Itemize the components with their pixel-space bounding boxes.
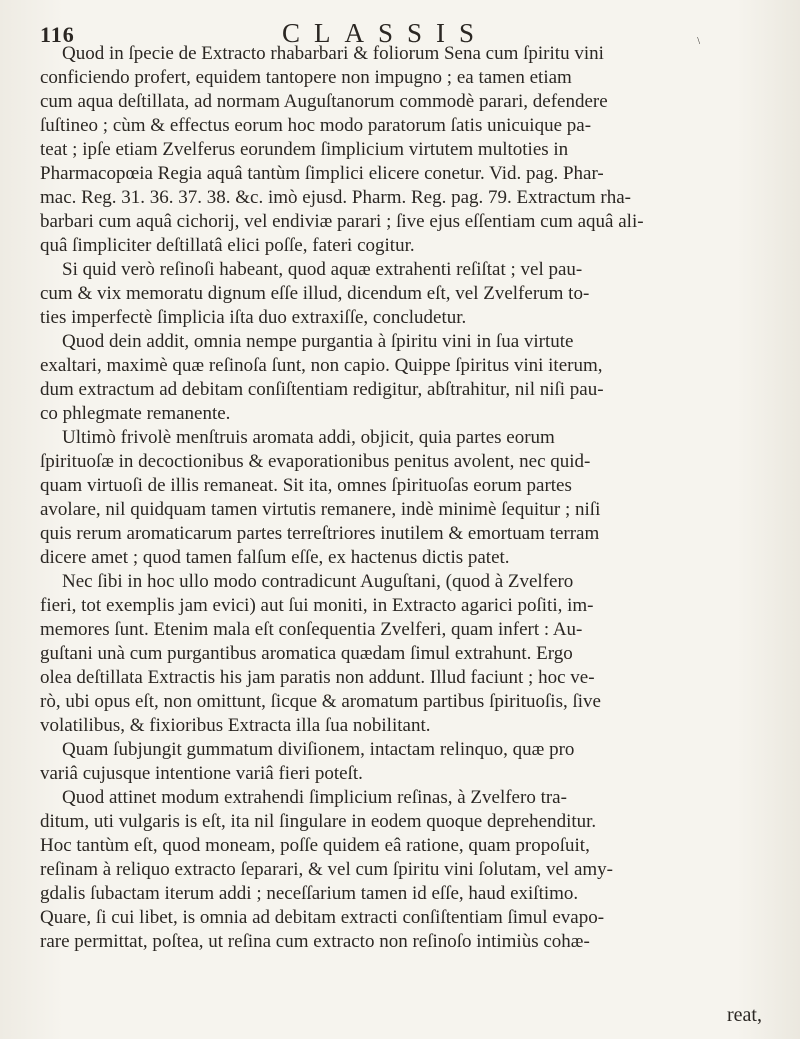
text-line: variâ cujusque intentione variâ fieri poteſt. xyxy=(40,763,363,784)
text-line: conficiendo profert, equidem tantopere non impugno ; ea tamen etiam xyxy=(40,67,572,88)
text-line: barbari cum aquâ cichorij, vel endiviæ parari ; ſive ejus eſſentiam cum aquâ ali- xyxy=(40,211,644,232)
page-number: 116 xyxy=(40,22,75,47)
text-line: cum aqua deſtillata, ad normam Auguſtanorum commodè parari, defendere xyxy=(40,91,608,112)
text-line: teat ; ipſe etiam Zvelferus eorundem ſimplicium virtutem multoties in xyxy=(40,139,569,160)
text-line: Quod in ſpecie de Extracto rhabarbari & foliorum Sena cum ſpiritu vini xyxy=(62,43,604,64)
text-line: guſtani unà cum purgantibus aromatica quædam ſimul extrahunt. Ergo xyxy=(40,643,573,664)
text-line: mac. Reg. 31. 36. 37. 38. &c. imò ejusd. Pharm. Reg. pag. 79. Extractum rha- xyxy=(40,187,631,208)
text-line: avolare, nil quidquam tamen virtutis remanere, indè minimè ſequitur ; niſi xyxy=(40,499,601,520)
text-line: cum & vix memoratu dignum eſſe illud, dicendum eſt, vel Zvelferum to- xyxy=(40,283,590,304)
text-line: Quod attinet modum extrahendi ſimplicium reſinas, à Zvelfero tra- xyxy=(62,787,567,808)
text-line: Hoc tantùm eſt, quod moneam, poſſe quidem eâ ratione, quam propoſuit, xyxy=(40,835,590,856)
text-line: Ultimò frivolè menſtruis aromata addi, objicit, quia partes eorum xyxy=(62,427,555,448)
text-line: ties imperfectè ſimplicia iſta duo extraxiſſe, concludetur. xyxy=(40,307,467,328)
text-line: Si quid verò reſinoſi habeant, quod aquæ extrahenti reſiſtat ; vel pau- xyxy=(62,259,583,280)
text-line: rò, ubi opus eſt, non omittunt, ſicque & aromatum partibus ſpirituoſis, ſive xyxy=(40,691,601,712)
text-line: volatilibus, & fixioribus Extracta illa ſua nobilitant. xyxy=(40,715,431,736)
text-line: co phlegmate remanente. xyxy=(40,403,231,424)
text-line: memores ſunt. Etenim mala eſt conſequentia Zvelferi, quam infert : Au- xyxy=(40,619,583,640)
catchword: reat, xyxy=(727,1004,762,1026)
text-line: quis rerum aromaticarum partes terreſtriores inutilem & emortuam terram xyxy=(40,523,600,544)
text-line: ſuſtineo ; cùm & effectus eorum hoc modo paratorum ſatis unicuique pa- xyxy=(40,115,592,136)
text-line: quam virtuoſi de illis remaneat. Sit ita, omnes ſpirituoſas eorum partes xyxy=(40,475,572,496)
text-line: Quam ſubjungit gummatum diviſionem, intactam relinquo, quæ pro xyxy=(62,739,575,760)
text-line: rare permittat, poſtea, ut reſina cum extracto non reſinoſo intimiùs cohæ- xyxy=(40,931,590,952)
text-line: Nec ſibi in hoc ullo modo contradicunt Auguſtani, (quod à Zvelfero xyxy=(62,571,574,592)
body-text xyxy=(40,42,765,954)
text-line: gdalis ſubactam iterum addi ; neceſſarium tamen id eſſe, haud exiſtimo. xyxy=(40,883,579,904)
text-line: olea deſtillata Extractis his jam paratis non addunt. Illud faciunt ; hoc ve- xyxy=(40,667,595,688)
text-line: ditum, uti vulgaris is eſt, ita nil ſingulare in eodem quoque deprehenditur. xyxy=(40,811,597,832)
text-line: quâ ſimpliciter deſtillatâ elici poſſe, fateri cogitur. xyxy=(40,235,415,256)
text-line: dum extractum ad debitam conſiſtentiam redigitur, abſtrahitur, nil niſi pau- xyxy=(40,379,604,400)
text-line: ſpirituoſæ in decoctionibus & evaporationibus penitus avolent, nec quid- xyxy=(40,451,591,472)
text-line: Pharmacopœia Regia aquâ tantùm ſimplici elicere conetur. Vid. pag. Phar- xyxy=(40,163,604,184)
running-head: CLASSIS xyxy=(281,18,489,48)
text-line: Quod dein addit, omnia nempe purgantia à ſpiritu vini in ſua virtute xyxy=(62,331,574,352)
text-line: fieri, tot exemplis jam evici) aut ſui moniti, in Extracto agarici poſiti, im- xyxy=(40,595,594,616)
text-line: Quare, ſi cui libet, is omnia ad debitam extracti conſiſtentiam ſimul evapo- xyxy=(40,907,605,928)
margin-mark: \ xyxy=(697,36,700,47)
text-line: reſinam à reliquo extracto ſeparari, & vel cum ſpiritu vini ſolutam, vel amy- xyxy=(40,859,613,880)
text-line: exaltari, maximè quæ reſinoſa ſunt, non capio. Quippe ſpiritus vini iterum, xyxy=(40,355,603,376)
text-line: dicere amet ; quod tamen falſum eſſe, ex hactenus dictis patet. xyxy=(40,547,510,568)
